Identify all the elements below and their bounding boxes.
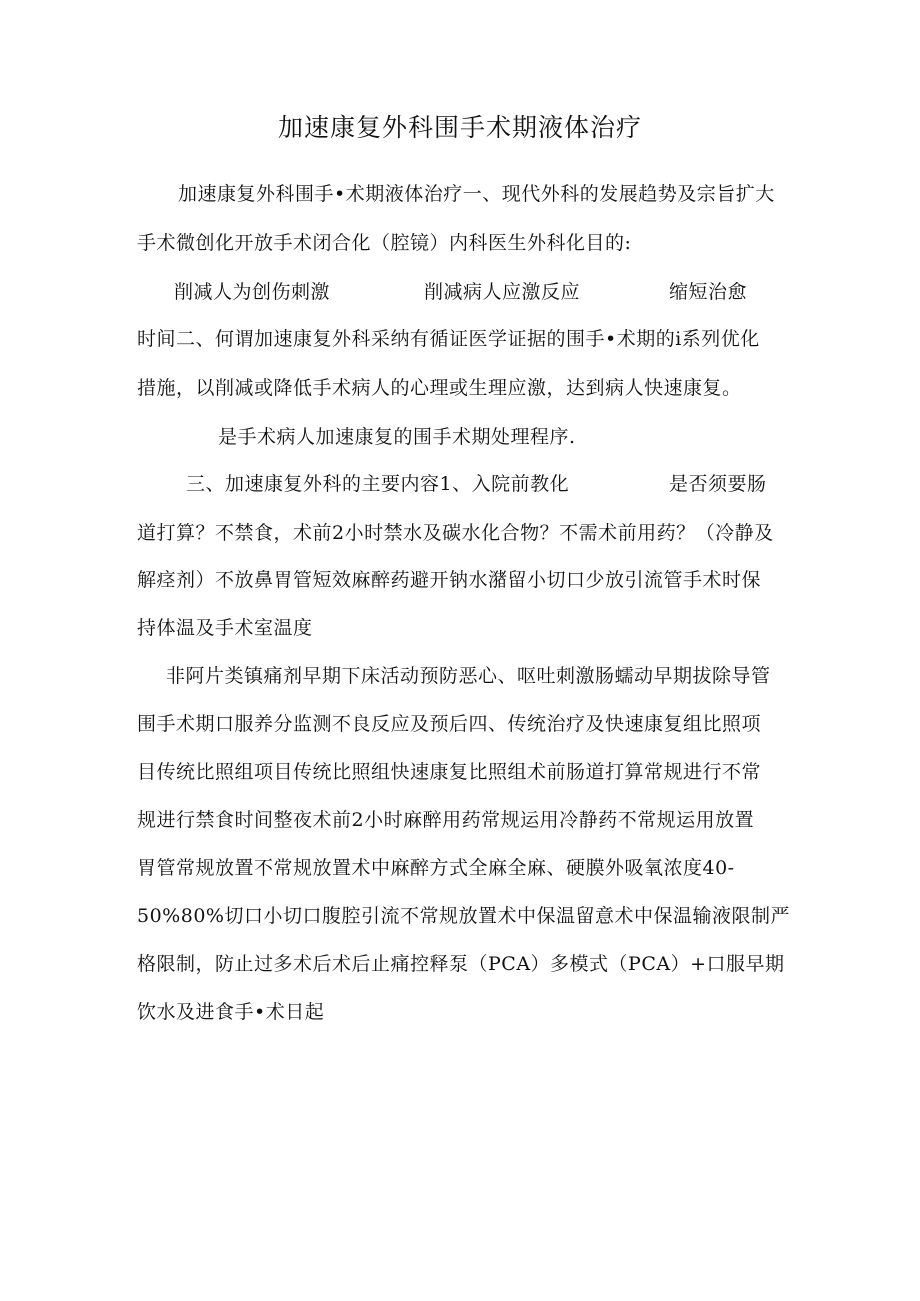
section-heading: 三、加速康复外科的主要内容1、入院前教化 [186,473,570,495]
paragraph-line: 饮水及进食手•术日起 [137,1001,325,1023]
paragraph-line: 措施，以削减或降低手术病人的心理或生理应激，达到病人快速康复。 [137,377,742,399]
paragraph-line: 50%80%切口小切口腹腔引流不常规放置术中保温留意术中保温输液限制严 [137,905,790,927]
paragraph-line: 道打算？不禁食，术前2小时禁水及碳水化合物？不需术前用药？（冷静及 [137,522,774,544]
goal-item: 削减人为创伤刺激 [174,281,331,303]
paragraph-line: 持体温及手术室温度 [137,617,313,639]
paragraph-line: 是手术病人加速康复的围手术期处理程序. [218,426,576,448]
paragraph-line: 围手术期口服养分监测不良反应及预后四、传统治疗及快速康复组比照项 [137,713,762,735]
paragraph-line: 规进行禁食时间整夜术前2小时麻醉用药常规运用冷静药不常规运用放置 [137,809,755,831]
goal-item: 削减病人应激反应 [424,281,581,303]
section-heading-tail: 是否须要肠 [669,473,767,495]
goal-item: 缩短治愈 [669,281,748,303]
paragraph-line: 胃管常规放置不常规放置术中麻醉方式全麻全麻、硬膜外吸氧浓度40- [137,857,735,879]
paragraph-line: 格限制，防止过多术后术后止痛控释泵（PCA）多模式（PCA）+口服早期 [137,953,785,975]
document-title: 加速康复外科围手术期液体治疗 [277,113,642,142]
paragraph-line: 时间二、何谓加速康复外科采纳有循证医学证据的围手•术期的i系列优化 [137,328,760,350]
paragraph-line: 解痉剂）不放鼻胃管短效麻醉药避开钠水潴留小切口少放引流管手术时保 [137,569,762,591]
paragraph-line: 非阿片类镇痛剂早期下床活动预防恶心、呕吐刺激肠蠕动早期拔除导管 [166,665,771,687]
paragraph-line: 手术微创化开放手术闭合化（腔镜）内科医生外科化目的: [137,232,632,254]
paragraph-line: 加速康复外科围手•术期液体治疗一、现代外科的发展趋势及宗旨扩大 [178,183,775,205]
paragraph-line: 目传统比照组项目传统比照组快速康复比照组术前肠道打算常规进行不常 [137,761,762,783]
